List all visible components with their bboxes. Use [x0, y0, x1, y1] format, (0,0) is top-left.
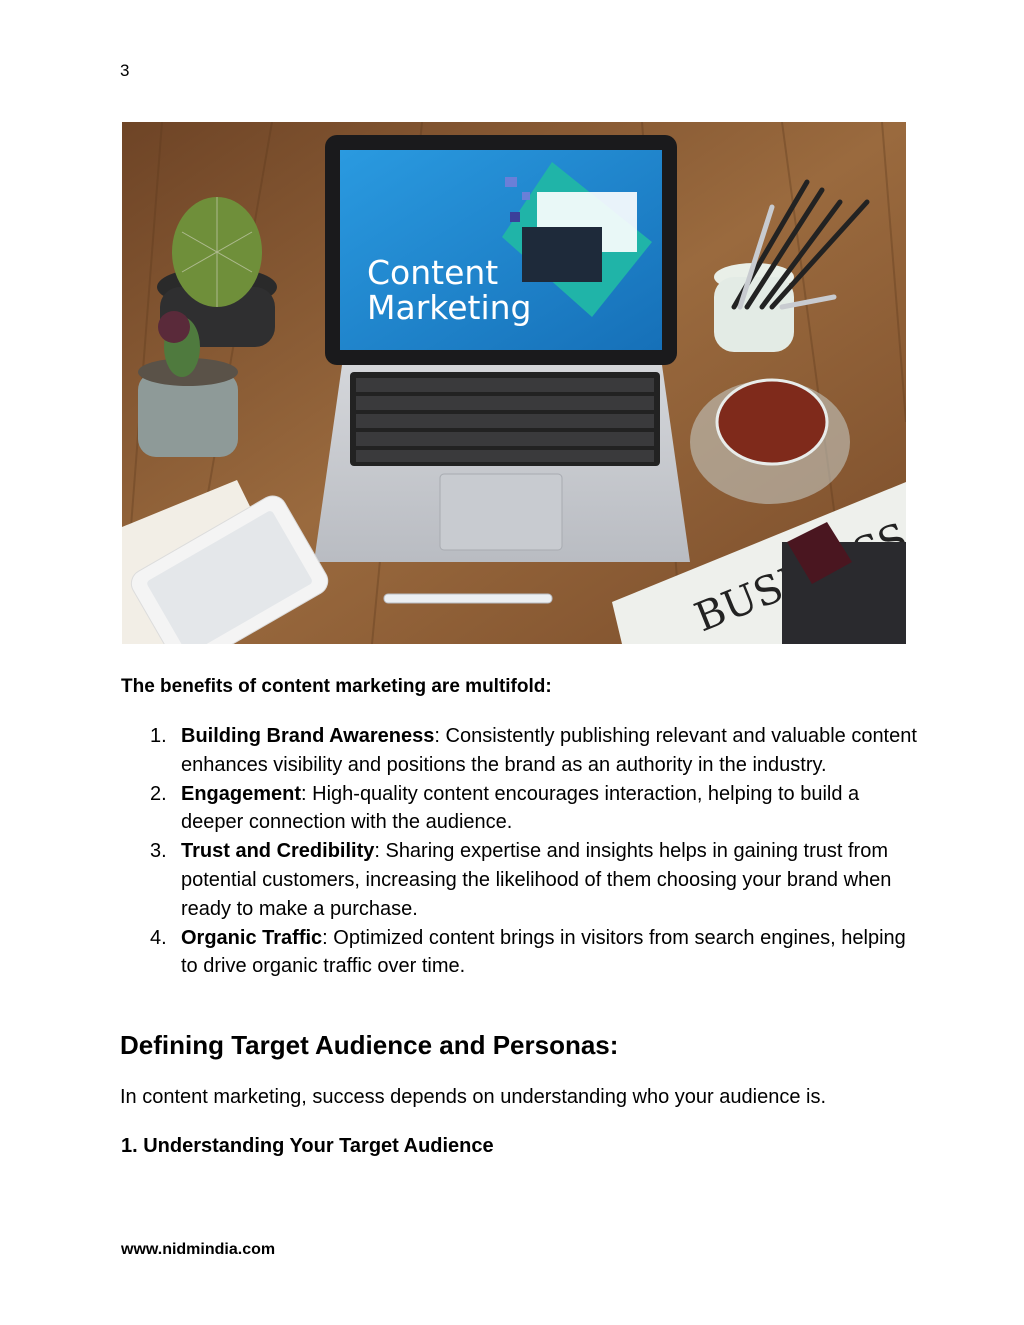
benefit-term: Engagement: [181, 782, 302, 805]
subheading: 1. Understanding Your Target Audience: [121, 1135, 494, 1157]
list-number: 4.: [150, 926, 167, 949]
list-number: 2.: [150, 782, 167, 805]
section-heading: Defining Target Audience and Personas:: [120, 1030, 619, 1060]
list-item: [150, 722, 920, 780]
list-item: [150, 837, 920, 923]
hero-image: [122, 122, 906, 644]
benefit-description: : Optimized content brings in visitors from search engines, helping to drive organic traffic over time.: [181, 926, 906, 978]
benefit-description: : Sharing expertise and insights helps in gaining trust from potential customers, increasing the likelihood of them choosing your brand when ready to make a purchase.: [181, 840, 892, 920]
benefit-term: Building Brand Awareness: [181, 725, 435, 747]
list-number: 3.: [150, 840, 167, 863]
benefit-term: Trust and Credibility: [181, 840, 375, 863]
footer-url[interactable]: www.nidmindia.com: [121, 1241, 276, 1258]
svg-text:Content: Content: [367, 253, 499, 292]
benefit-term: Organic Traffic: [181, 926, 323, 949]
section-intro: In content marketing, success depends on understanding who your audience is.: [120, 1086, 826, 1108]
laptop-icon: [314, 135, 690, 562]
benefit-description: : Consistently publishing relevant and valuable content enhances visibility and positions the brand as an authority in the industry.: [181, 725, 917, 776]
svg-text:Marketing: Marketing: [367, 288, 532, 327]
benefits-list: [150, 722, 920, 981]
list-number: 1.: [150, 725, 167, 747]
list-item: [150, 780, 920, 838]
benefit-description: : High-quality content encourages interaction, helping to build a deeper connection with the audience.: [181, 782, 860, 834]
benefits-intro: The benefits of content marketing are multifold:: [121, 676, 552, 697]
list-item: [150, 924, 920, 982]
tea-cup-icon: [690, 380, 850, 504]
page-number: 3: [120, 61, 130, 80]
pen-icon: [384, 594, 552, 603]
